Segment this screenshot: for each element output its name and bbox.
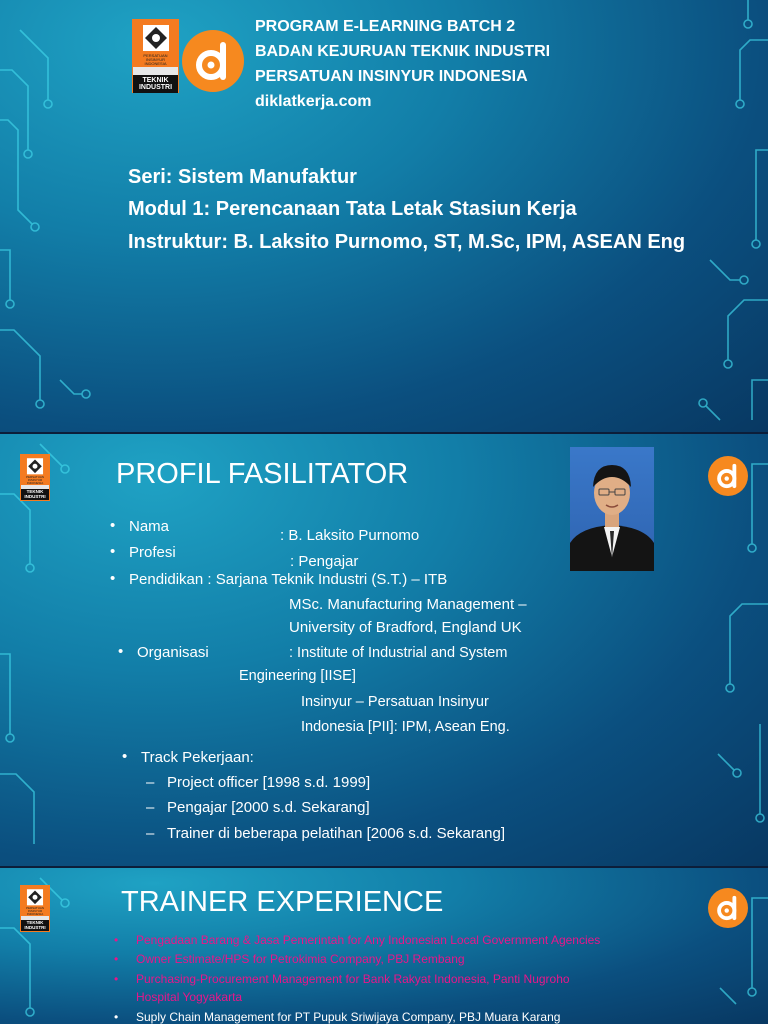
pii-bottom-text: TEKNIK	[142, 76, 169, 84]
organisasi-label: Organisasi	[137, 644, 209, 661]
pii-emblem-icon	[25, 888, 45, 907]
list-item: •	[110, 570, 116, 587]
experience-item: Owner Estimate/HPS for Petrokimia Company, PBJ Rembang	[136, 952, 465, 966]
organisasi-value: : Institute of Industrial and System	[289, 645, 508, 661]
slide-trainer-experience	[0, 868, 768, 1024]
program-title-line: BADAN KEJURUAN TEKNIK INDUSTRI	[255, 43, 551, 60]
pendidikan-text: Pendidikan : Sarjana Teknik Industri (S.T.) – ITB	[129, 571, 448, 588]
pii-small-text: INSINYUR	[27, 908, 43, 913]
pii-small-text: PERSATUAN	[143, 53, 168, 58]
program-title-line: PERSATUAN INSINYUR INDONESIA	[255, 68, 528, 85]
list-item: •	[118, 643, 124, 660]
pii-bottom-text: TEKNIK	[26, 489, 44, 494]
diklatkerja-logo	[708, 888, 748, 928]
profesi-value: : Pengajar	[290, 553, 359, 570]
list-bullet: •	[114, 952, 119, 966]
diklatkerja-logo	[708, 456, 748, 496]
pii-bottom-text: TEKNIK	[26, 920, 44, 925]
pendidikan-text: University of Bradford, England UK	[289, 619, 522, 636]
pii-small-text: PERSATUAN	[25, 474, 45, 479]
organisasi-value: Indonesia [PII]: IPM, Asean Eng.	[301, 719, 510, 735]
d-letter-icon	[714, 462, 742, 490]
track-dash: –	[146, 774, 155, 791]
website-link[interactable]: diklatkerja.com	[255, 93, 372, 110]
list-item: •	[110, 517, 116, 534]
slide-title: PROFIL FASILITATOR	[116, 458, 409, 490]
pii-small-text: INSINYUR	[27, 477, 43, 482]
course-instructor: Instruktur: B. Laksito Purnomo, ST, M.Sc, IPM, ASEAN Eng	[128, 231, 686, 253]
pii-small-text: INDONESIA	[144, 61, 167, 67]
track-item: Trainer di beberapa pelatihan [2006 s.d. Sekarang]	[167, 825, 506, 842]
pii-emblem-icon	[25, 457, 45, 476]
list-bullet: •	[114, 972, 119, 986]
pendidikan-text: MSc. Manufacturing Management –	[289, 596, 527, 613]
pii-small-text: INDONESIA	[26, 911, 44, 916]
diklatkerja-logo	[182, 30, 244, 92]
pii-logo	[20, 885, 50, 932]
course-module: Modul 1: Perencanaan Tata Letak Stasiun Kerja	[128, 198, 577, 220]
pii-small-text: PERSATUAN	[25, 905, 45, 910]
list-bullet: •	[114, 933, 119, 947]
experience-item: Purchasing-Procurement Management for Bank Rakyat Indonesia, Panti Nugroho	[136, 972, 570, 986]
program-title-line: PROGRAM E-LEARNING BATCH 2	[255, 18, 516, 35]
profesi-label: Profesi	[129, 544, 176, 561]
nama-label: Nama	[129, 518, 170, 535]
pii-small-text: INDONESIA	[26, 480, 44, 485]
list-item: •	[122, 748, 128, 765]
track-dash: –	[146, 825, 155, 842]
experience-item: Pengadaan Barang & Jasa Pemerintah for Any Indonesian Local Government Agencies	[136, 933, 601, 947]
course-series: Seri: Sistem Manufaktur	[128, 166, 357, 188]
track-item: Project officer [1998 s.d. 1999]	[167, 774, 371, 791]
person-portrait-icon	[570, 447, 654, 571]
d-letter-icon	[191, 39, 235, 83]
track-dash: –	[146, 799, 155, 816]
slide-title: TRAINER EXPERIENCE	[121, 886, 444, 918]
pii-logo	[20, 454, 50, 501]
pii-bottom-text: INDUSTRI	[24, 493, 46, 499]
pii-emblem-icon	[141, 23, 171, 53]
d-letter-icon	[714, 894, 742, 922]
track-label: Track Pekerjaan:	[141, 749, 254, 766]
slide-profile	[0, 434, 768, 866]
experience-item: Suply Chain Management for PT Pupuk Sriwijaya Company, PBJ Muara Karang	[136, 1010, 561, 1024]
facilitator-photo	[570, 447, 654, 571]
pii-logo	[132, 19, 179, 93]
experience-item: Hospital Yogyakarta	[136, 990, 243, 1004]
nama-value: : B. Laksito Purnomo	[280, 527, 420, 544]
list-bullet: •	[114, 1010, 119, 1024]
slide-title	[0, 0, 768, 432]
pii-bottom-text: INDUSTRI	[138, 83, 173, 91]
track-item: Pengajar [2000 s.d. Sekarang]	[167, 799, 370, 816]
organisasi-value: Insinyur – Persatuan Insinyur	[301, 694, 489, 710]
list-item: •	[110, 543, 116, 560]
pii-bottom-text: INDUSTRI	[24, 924, 46, 930]
organisasi-value: Engineering [IISE]	[239, 668, 356, 684]
pii-small-text: INSINYUR	[145, 57, 166, 63]
